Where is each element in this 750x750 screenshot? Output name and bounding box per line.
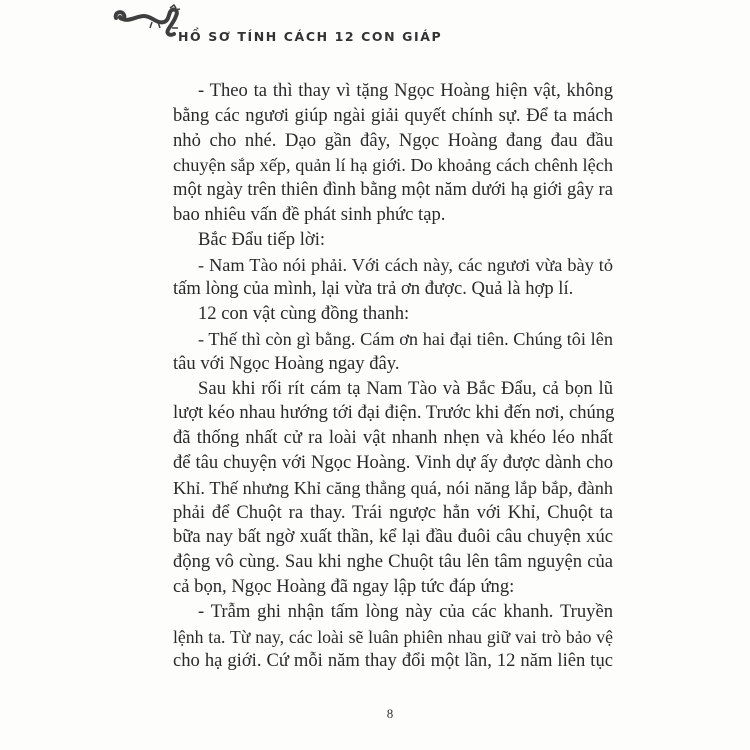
text-line: - Theo ta thì thay vì tặng Ngọc Hoàng hiện vật, không bbox=[198, 80, 613, 101]
text-line: tâu với Ngọc Hoàng ngay đây. bbox=[173, 352, 400, 374]
body-text bbox=[173, 79, 613, 674]
text-line: cả bọn, Ngọc Hoàng đã ngay lập tức đáp ứng: bbox=[173, 575, 515, 597]
text-line: cho hạ giới. Cứ mỗi năm thay đổi một lần, 12 năm liên tục bbox=[173, 650, 613, 672]
text-line: để tâu chuyện với Ngọc Hoàng. Vinh dự ấy được dành cho bbox=[173, 451, 613, 473]
text-line: tấm lòng của mình, lại vừa trả ơn được. Quả là hợp lí. bbox=[173, 278, 574, 300]
text-line: chuyện sắp xếp, quản lí hạ giới. Do khoảng cách chênh lệch bbox=[173, 155, 613, 176]
text-line: bằng các ngươi giúp ngài giải quyết chính sự. Để ta mách bbox=[173, 104, 613, 126]
text-line: bữa nay bất ngờ xuất thần, kể lại đầu đuôi câu chuyện xúc bbox=[173, 526, 613, 548]
text-line: - Thế thì còn gì bằng. Cám ơn hai đại tiên. Chúng tôi lên bbox=[198, 328, 613, 349]
text-line: phải để Chuột ra thay. Trái ngược hẳn với Khỉ, Chuột ta bbox=[173, 501, 613, 523]
text-line: nhỏ cho nhé. Dạo gần đây, Ngọc Hoàng đang đau đầu bbox=[173, 129, 613, 151]
text-line: lượt kéo nhau hướng tới đại điện. Trước khi đến nơi, chúng bbox=[173, 402, 615, 424]
text-line: Sau khi rối rít cám tạ Nam Tào và Bắc Đẩu, cả bọn lũ bbox=[198, 377, 613, 399]
text-line: đã thống nhất cử ra loài vật nhanh nhẹn và khéo léo nhất bbox=[173, 427, 613, 449]
text-line: động vô cùng. Sau khi nghe Chuột tâu lên tâm nguyện của bbox=[173, 551, 613, 573]
dragon-icon bbox=[112, 4, 184, 38]
running-title: HỒ SƠ TÍNH CÁCH 12 CON GIÁP bbox=[178, 29, 443, 44]
text-line: - Nam Tào nói phải. Với cách này, các ngươi vừa bày tỏ bbox=[198, 254, 613, 275]
text-line: Khỉ. Thế nhưng Khỉ căng thẳng quá, nói năng lắp bắp, đành bbox=[173, 477, 613, 498]
text-line: - Trẫm ghi nhận tấm lòng này của các khanh. Truyền bbox=[198, 600, 613, 622]
text-line: Bắc Đẩu tiếp lời: bbox=[198, 228, 326, 250]
text-line: 12 con vật cùng đồng thanh: bbox=[198, 303, 410, 325]
page-number: 8 bbox=[386, 706, 394, 721]
text-line: bao nhiêu vấn đề phát sinh phức tạp. bbox=[173, 203, 446, 225]
text-line: lệnh ta. Từ nay, các loài sẽ luân phiên nhau giữ vai trò bảo vệ bbox=[173, 626, 613, 647]
text-line: một ngày trên thiên đình bằng một năm dưới hạ giới gây ra bbox=[173, 179, 613, 201]
